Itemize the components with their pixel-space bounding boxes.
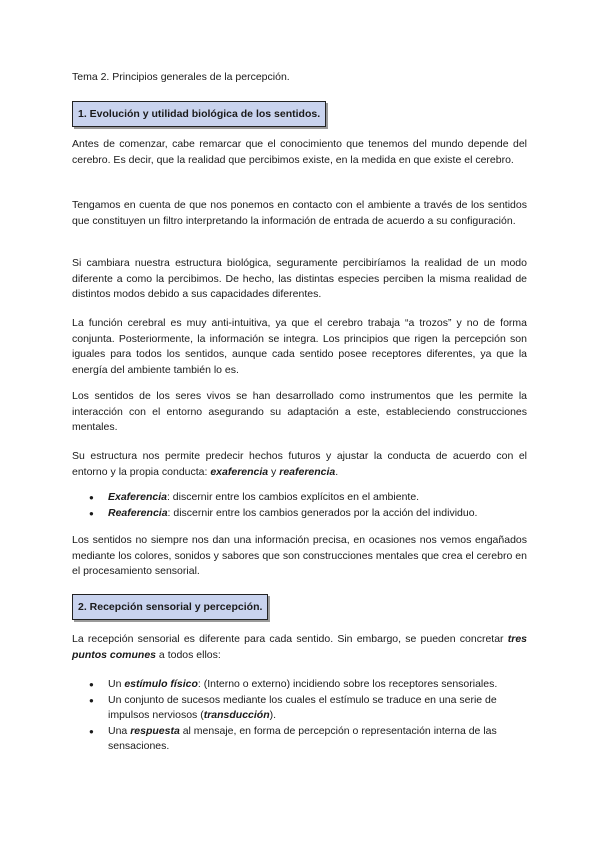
paragraph: Si cambiara nuestra estructura biológica, seguramente percibiríamos la realidad de un modo diferente a como la percibimos. De hecho, las distintas especies perciben la misma realidad de distintos modos debido a sus capacidades diferentes.	[72, 257, 527, 300]
text-span: Su estructura nos permite predecir hechos futuros y ajustar la conducta de acuerdo con el entorno y la propia conducta:	[72, 450, 527, 478]
bullet-text: Un conjunto de sucesos mediante los cuales el estímulo se traduce en una serie de impulsos nerviosos (	[108, 693, 497, 721]
bullet-list	[88, 490, 528, 521]
bullet-text: ).	[269, 709, 277, 721]
paragraph: Tengamos en cuenta de que nos ponemos en contacto con el ambiente a través de los sentidos que constituyen un filtro interpretando la información de entrada de acuerdo a su configuración.	[72, 199, 527, 227]
topic-title: Tema 2. Principios generales de la percepción.	[72, 71, 290, 83]
paragraph	[72, 449, 527, 480]
paragraph: Los sentidos no siempre nos dan una información precisa, en ocasiones nos vemos engañados mediante los colores, sonidos y sabores que son construcciones mentales que crea el cerebro en el procesamiento sensorial.	[72, 534, 527, 577]
list-item	[88, 724, 528, 755]
bullet-text: : (Interno o externo) incidiendo sobre los receptores sensoriales.	[197, 678, 498, 690]
list-item	[88, 506, 528, 522]
bullet-term: Exaferencia	[108, 491, 167, 503]
text-span: .	[335, 465, 339, 478]
text-span: La recepción sensorial es diferente para cada sentido. Sin embargo, se pueden concretar	[72, 633, 508, 645]
term-reaferencia: reaferencia	[279, 465, 336, 478]
list-item	[88, 677, 528, 693]
section-2-heading: 2. Recepción sensorial y percepción.	[72, 594, 268, 620]
list-item	[88, 693, 528, 724]
bullet-list	[88, 677, 528, 755]
paragraph	[72, 632, 527, 663]
term-exaferencia: exaferencia	[210, 465, 269, 478]
paragraph: Antes de comenzar, cabe remarcar que el conocimiento que tenemos del mundo depende del cerebro. Es decir, que la realidad que percibimos existe, en la medida en que existe el cerebro.	[72, 138, 527, 166]
bullet-term: transducción	[203, 709, 270, 721]
bullet-term: estímulo físico	[124, 678, 198, 690]
paragraph: La función cerebral es muy anti-intuitiva, ya que el cerebro trabaja “a trozos” y no de forma conjunta. Posteriormente, la información se integra. Los principios que rigen la percepción son iguales para todos los sentidos, aunque cada sentido posee receptores diferentes, ya que la energía del ambiente también lo es.	[72, 317, 527, 376]
bullet-text: : discernir entre los cambios explícitos en el ambiente.	[166, 491, 420, 503]
section-1-heading: 1. Evolución y utilidad biológica de los sentidos.	[72, 101, 326, 127]
bullet-text: al mensaje, en forma de percepción o representación interna de las sensaciones.	[108, 724, 497, 752]
bullet-term: respuesta	[130, 724, 180, 737]
text-span: y	[268, 465, 280, 478]
bullet-term: Reaferencia	[108, 506, 168, 519]
bullet-text: Una	[108, 724, 131, 737]
paragraph: Los sentidos de los seres vivos se han desarrollado como instrumentos que les permite la interacción con el entorno asegurando su adaptación a este, estableciendo construcciones mentales.	[72, 390, 527, 433]
bullet-text: Un	[108, 678, 125, 690]
list-item	[88, 490, 528, 506]
text-span: a todos ellos:	[156, 648, 221, 661]
term-tres-puntos: tres puntos comunes	[72, 633, 527, 661]
bullet-text: : discernir entre los cambios generados por la acción del individuo.	[167, 506, 478, 519]
